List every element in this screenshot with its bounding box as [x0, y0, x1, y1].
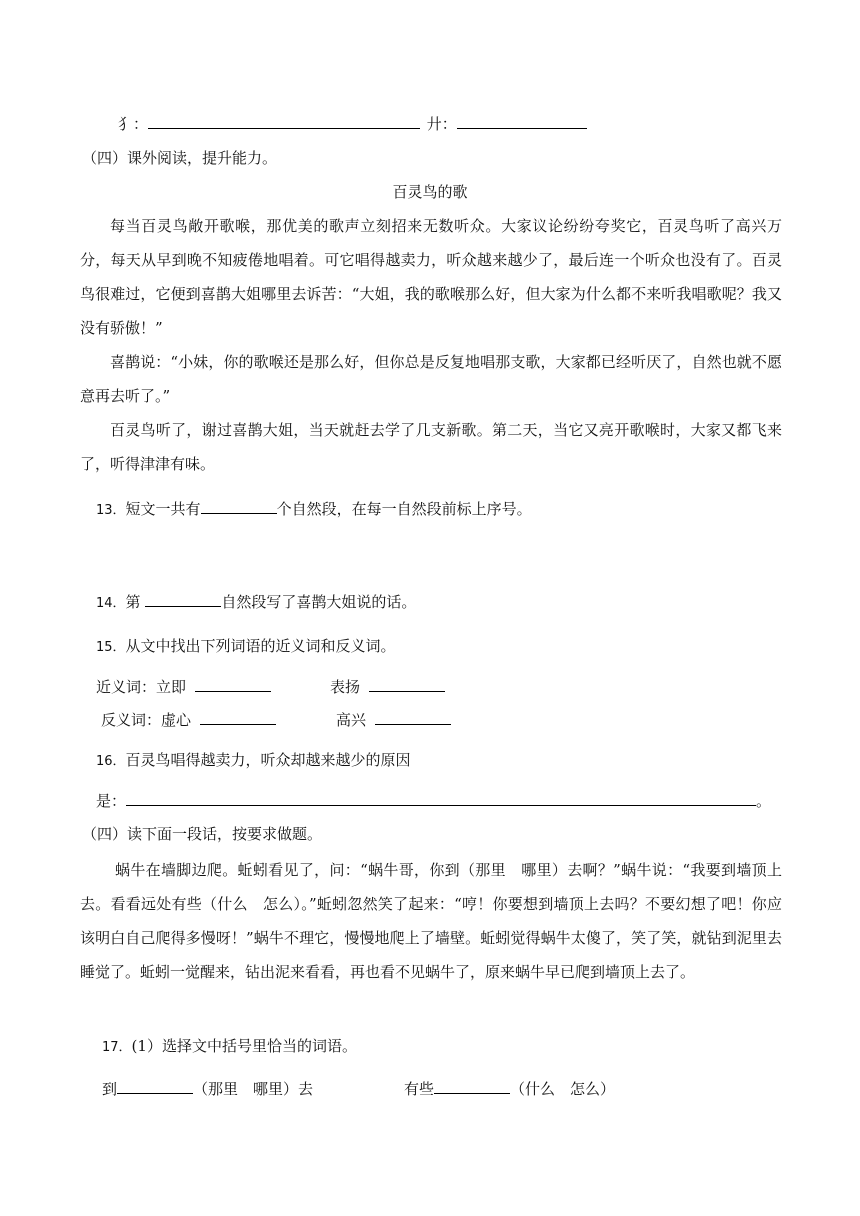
synonym-row [96, 675, 271, 697]
question-text: 从文中找出下列词语的近义词和反义词。 [125, 637, 396, 655]
q16-answer-blank[interactable] [126, 789, 756, 806]
radical-2-answer-blank[interactable] [457, 112, 587, 129]
story-paragraph-1: 每当百灵鸟敞开歌喉，那优美的歌声立刻招来无数听众。大家议论纷纷夸奖它，百灵鸟听了高兴万分，每天从早到晚不知疲倦地唱着。可它唱得越卖力，听众越来越少了，最后连一个听众也没有了。百灵鸟很难过，它便到喜鹊大姐哪里去诉苦：“大姐，我的歌喉那么好，但大家为什么都不来听我唱歌呢？我又没有骄傲！” [80, 217, 782, 337]
question-text: 短文一共有 [125, 500, 201, 518]
synonym-word-2: 表扬 [330, 678, 361, 696]
antonym-1-blank[interactable] [200, 708, 276, 725]
answer-end: 。 [756, 792, 772, 810]
question-number: 16． [96, 754, 126, 769]
snail-passage: 蜗牛在墙脚边爬。蚯蚓看见了，问：“蜗牛哥，你到（那里 哪里）去啊？”蜗牛说：“我要到墙顶上去。看看远处有些（什么 怎么）。”蚯蚓忽然笑了起来：“哼！你要想到墙顶上去吗？不要幻想了吧！你应该明白自己爬得多慢呀！”蜗牛不理它，慢慢地爬上了墙壁。蚯蚓觉得蜗牛太傻了，笑了笑，就钻到泥里去睡觉了。蚯蚓一觉醒来，钻出泥来看看，再也看不见蜗牛了，原来蜗牛早已爬到墙顶上去了。 [80, 861, 782, 981]
radical-1-label: 犭： [118, 115, 149, 133]
question-text: (1）选择文中括号里恰当的词语。 [131, 1037, 357, 1055]
question-number: 13． [96, 503, 126, 518]
question-text: 第 [125, 593, 146, 611]
story-paragraph-2: 喜鹊说：“小妹，你的歌喉还是那么好，但你总是反复地唱那支歌，大家都已经听厌了，自然也就不愿意再去听了。” [80, 353, 782, 405]
section-heading-2: （四）读下面一段话，按要求做题。 [82, 825, 323, 843]
antonym-2-blank[interactable] [375, 708, 451, 725]
q13-answer-blank[interactable] [201, 497, 277, 514]
antonym-word-2: 高兴 [336, 711, 367, 729]
q14-answer-blank[interactable] [145, 590, 221, 607]
q17-blank-1[interactable] [117, 1077, 193, 1094]
answer-prefix: 是： [96, 792, 127, 810]
section-heading: （四）课外阅读，提升能力。 [82, 149, 278, 167]
story-title: 百灵鸟的歌 [392, 183, 468, 201]
question-text: 百灵鸟唱得越卖力，听众却越来越少的原因 [125, 751, 411, 769]
antonym-label: 反义词：虚心 [101, 711, 192, 729]
antonym-row [101, 708, 276, 730]
question-number: 14． [96, 596, 126, 611]
q17-blank-2[interactable] [434, 1077, 510, 1094]
radical-line [118, 112, 587, 134]
choice-prefix: 到 [102, 1080, 118, 1098]
question-15 [96, 636, 396, 658]
antonym-row-2 [336, 708, 451, 730]
question-text: 个自然段，在每一自然段前标上序号。 [276, 500, 532, 518]
question-16 [96, 750, 411, 772]
synonym-row-2 [330, 675, 445, 697]
question-14 [96, 590, 416, 614]
question-number: 17． [102, 1040, 132, 1055]
q17-choice-2 [404, 1077, 615, 1099]
q16-answer-line [96, 789, 771, 811]
synonym-2-blank[interactable] [369, 675, 445, 692]
choice-options: （什么 怎么） [510, 1080, 616, 1098]
question-text: 自然段写了喜鹊大姐说的话。 [221, 593, 417, 611]
choice-options: （那里 哪里）去 [193, 1080, 314, 1098]
q17-choice-1 [102, 1077, 313, 1099]
question-17 [102, 1036, 357, 1058]
synonym-label: 近义词：立即 [96, 678, 187, 696]
choice-prefix: 有些 [404, 1080, 435, 1098]
radical-2-label: 廾： [426, 115, 457, 133]
radical-1-answer-blank[interactable] [148, 112, 420, 129]
question-13 [96, 497, 532, 521]
story-paragraph-3: 百灵鸟听了，谢过喜鹊大姐，当天就赶去学了几支新歌。第二天，当它又亮开歌喉时，大家又都飞来了，听得津津有味。 [80, 421, 782, 473]
question-number: 15． [96, 640, 126, 655]
synonym-1-blank[interactable] [195, 675, 271, 692]
